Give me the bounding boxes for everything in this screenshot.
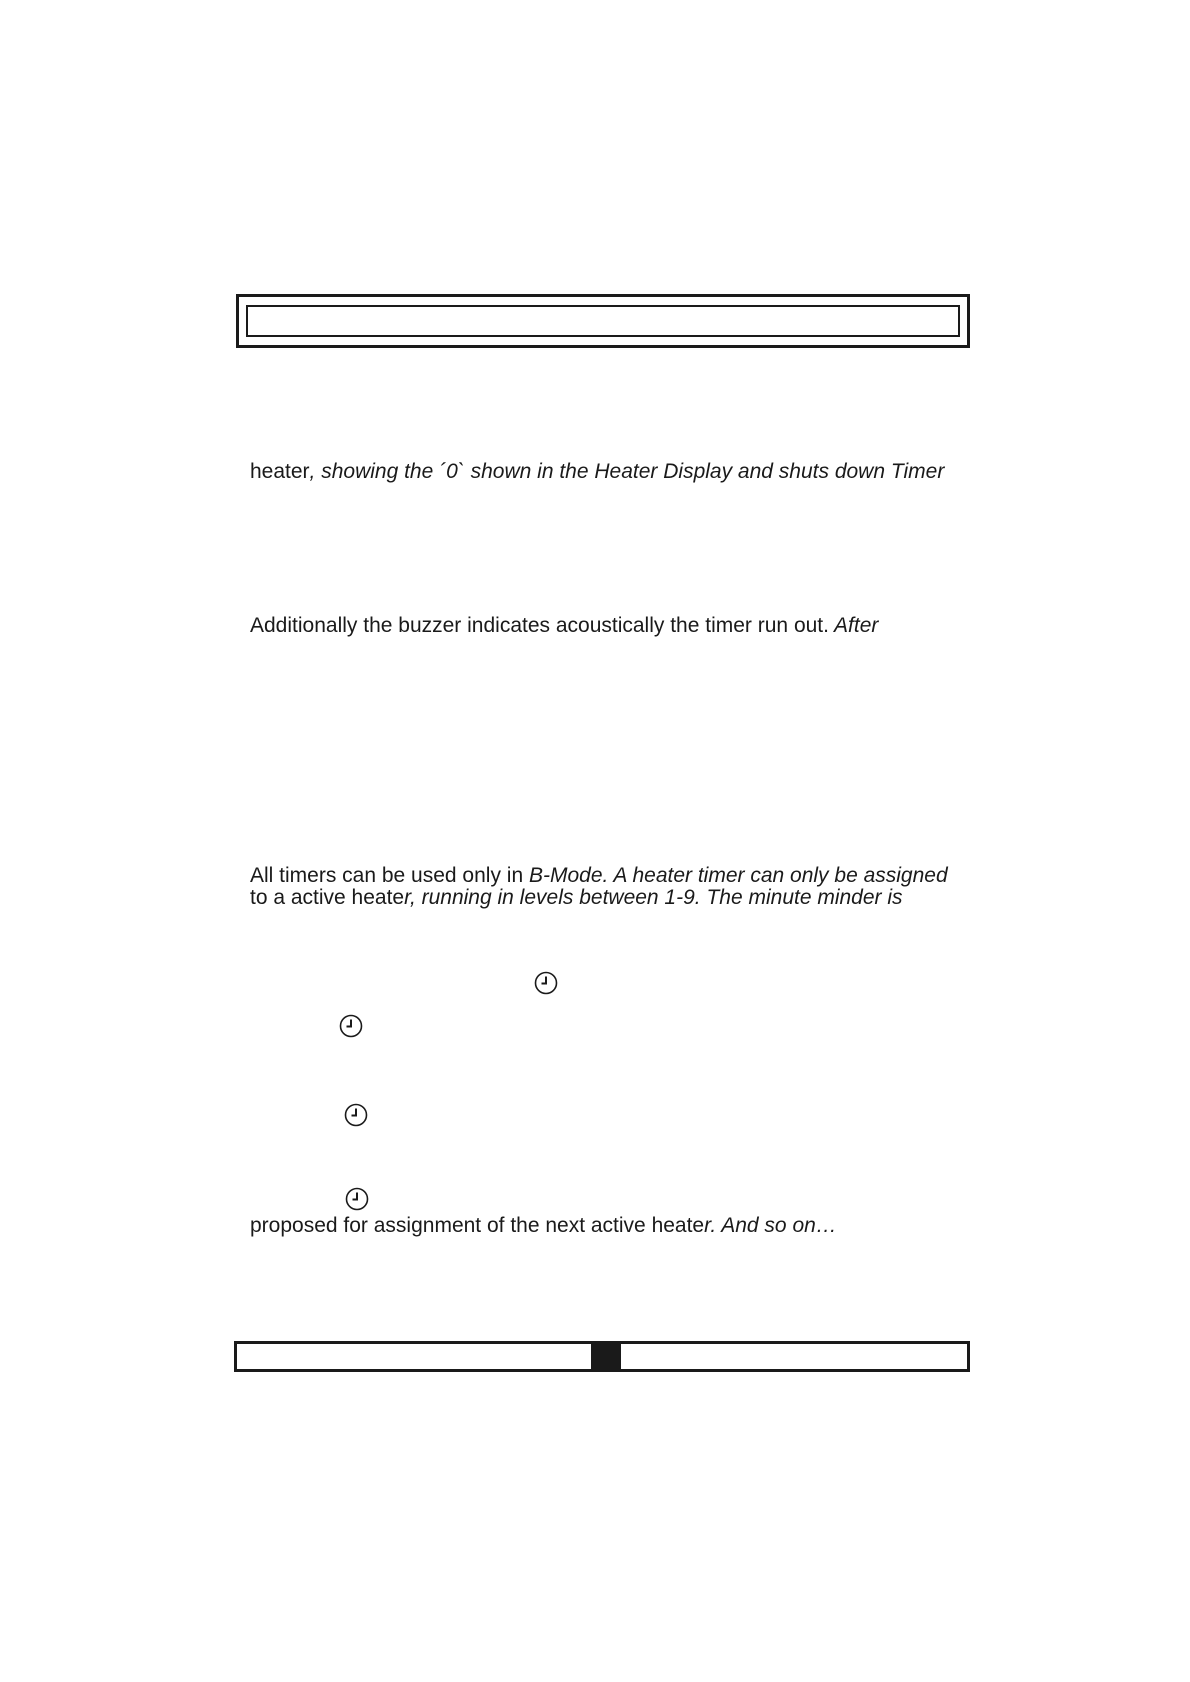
section-header-box <box>236 294 970 348</box>
text-italic: r. And so on… <box>704 1214 837 1237</box>
section-header-inner <box>246 305 960 337</box>
text-italic: r, running in levels between 1-9. The minute minder is <box>404 886 903 909</box>
timer-clock-icon <box>534 971 558 995</box>
text-line-b-mode <box>250 864 948 887</box>
text-line-and-so-on <box>250 1214 837 1237</box>
text-italic: After <box>828 614 879 637</box>
text-regular: All timers can be used only in <box>250 864 524 887</box>
text-regular: proposed for assignment of the next active heate <box>250 1214 705 1237</box>
text-line-heater-display <box>250 460 944 483</box>
text-italic: B-Mode. A heater timer can only be assigned <box>523 864 948 887</box>
text-regular: heater <box>250 460 310 483</box>
timer-clock-icon <box>344 1103 368 1127</box>
text-line-active-heater <box>250 886 903 909</box>
page-footer-bar <box>234 1341 970 1372</box>
text-regular: Additionally the buzzer indicates acoustically the timer run out. <box>250 614 829 637</box>
timer-clock-icon <box>339 1014 363 1038</box>
text-line-buzzer <box>250 614 878 637</box>
text-regular: to a active heate <box>250 886 405 909</box>
page-number-tab <box>591 1341 621 1372</box>
timer-clock-icon <box>345 1187 369 1211</box>
text-italic: , showing the ´0` shown in the Heater Display and shuts down Timer <box>309 460 945 483</box>
